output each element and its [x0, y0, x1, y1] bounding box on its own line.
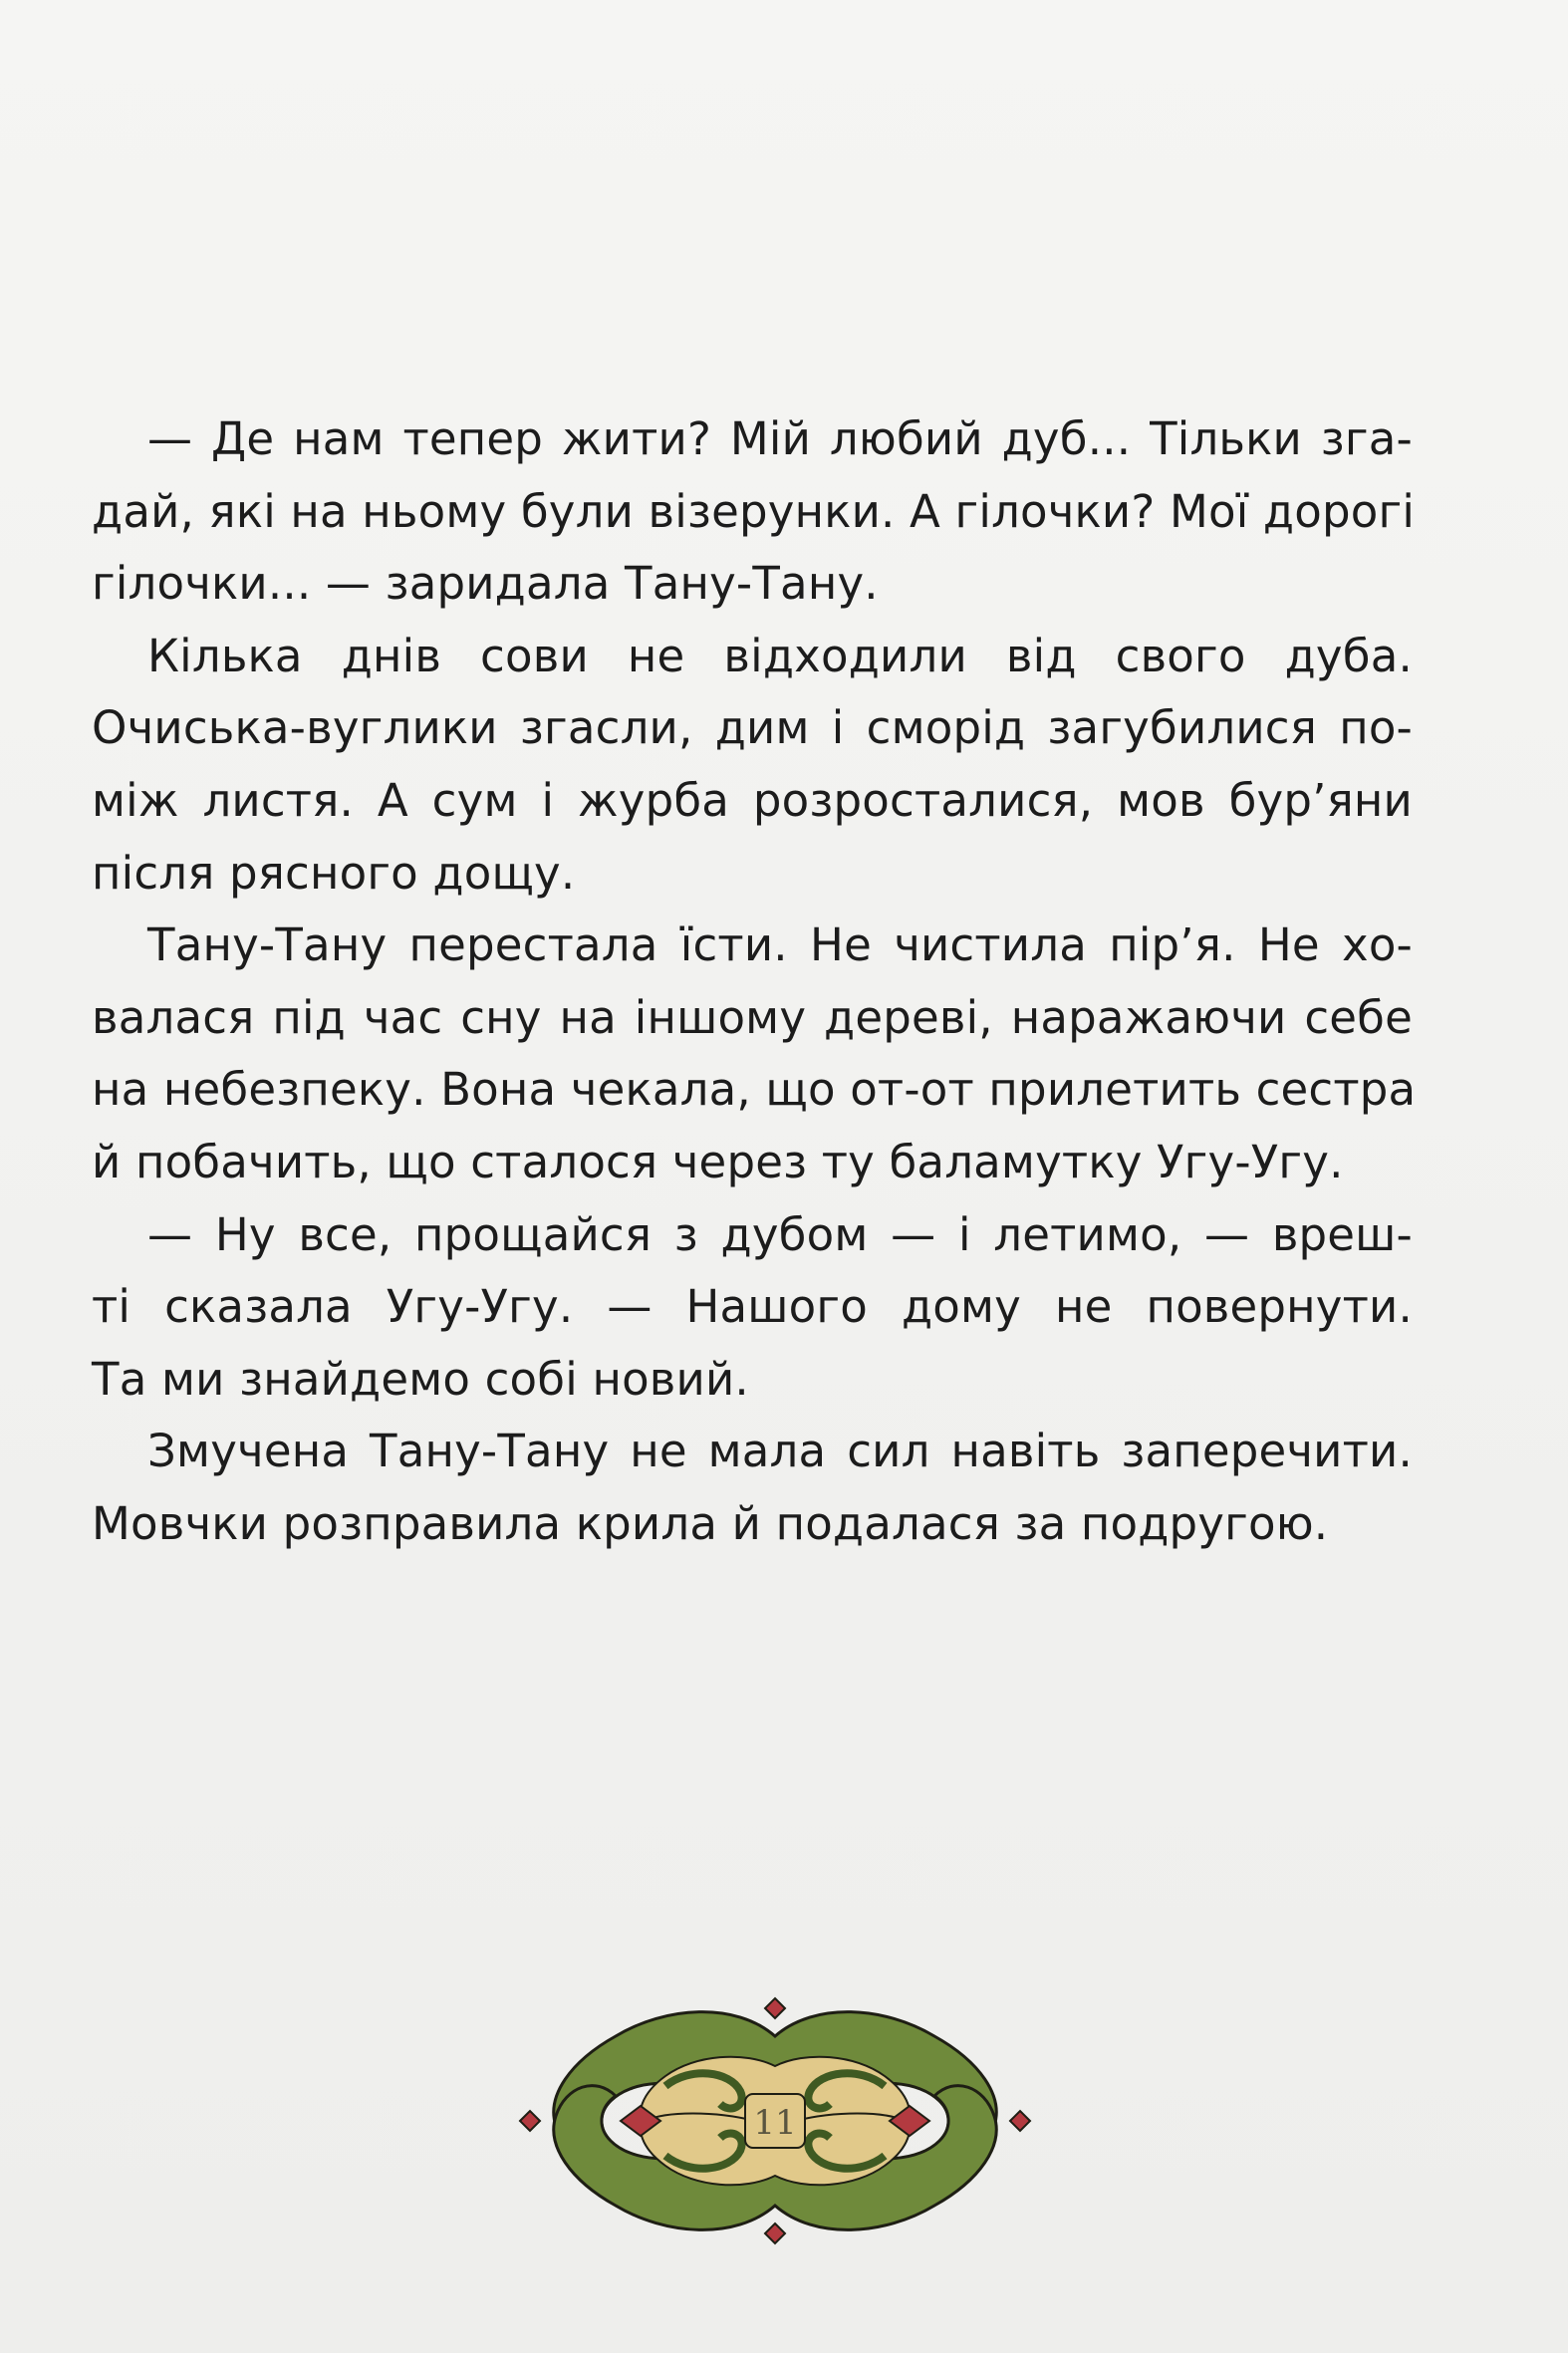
ornament-diamond	[520, 2111, 540, 2131]
text-line: — Де нам тепер жити? Мій любий дуб... Тільки зга-	[147, 412, 1413, 465]
text-line: Мовчки розправила крила й подалася за подругою.	[92, 1496, 1329, 1550]
text-line: Очиська-вуглики згасли, дим і сморід загубилися по-	[92, 701, 1413, 755]
text-line: Змучена Тану-Тану не мала сил навіть заперечити.	[147, 1425, 1413, 1478]
text-line: між листя. А сум і журба розросталися, мов бур’яни	[92, 773, 1413, 827]
page-number: 11	[753, 2103, 797, 2143]
story-text	[92, 403, 1417, 1561]
text-line: Тану-Тану перестала їсти. Не чистила пір’я. Не хо-	[147, 918, 1413, 972]
text-line: дай, які на ньому були візерунки. А гілочки? Мої дорогі	[92, 484, 1416, 538]
text-line: Кілька днів сови не відходили від свого дуба.	[147, 629, 1413, 682]
text-line: гілочки... — заридала Тану-Тану.	[92, 557, 879, 611]
ornament-diamond	[765, 1998, 785, 2018]
ornament-diamond	[1010, 2111, 1030, 2131]
text-line: на небезпеку. Вона чекала, що от-от прилетить сестра	[92, 1063, 1417, 1117]
text-line: ті сказала Угу-Угу. — Нашого дому не повернути.	[92, 1280, 1413, 1334]
text-line: Та ми знайдемо собі новий.	[92, 1352, 749, 1406]
text-line: після рясного дощу.	[92, 846, 576, 900]
text-line: й побачить, що сталося через ту баламутку Угу-Угу.	[92, 1135, 1344, 1188]
text-line: валася під час сну на іншому дереві, наражаючи себе	[92, 990, 1413, 1044]
folk-ornament-icon	[516, 1996, 1034, 2245]
text-line: — Ну все, прощайся з дубом — і летимо, — вреш-	[147, 1207, 1413, 1261]
ornament-diamond	[765, 2223, 785, 2243]
